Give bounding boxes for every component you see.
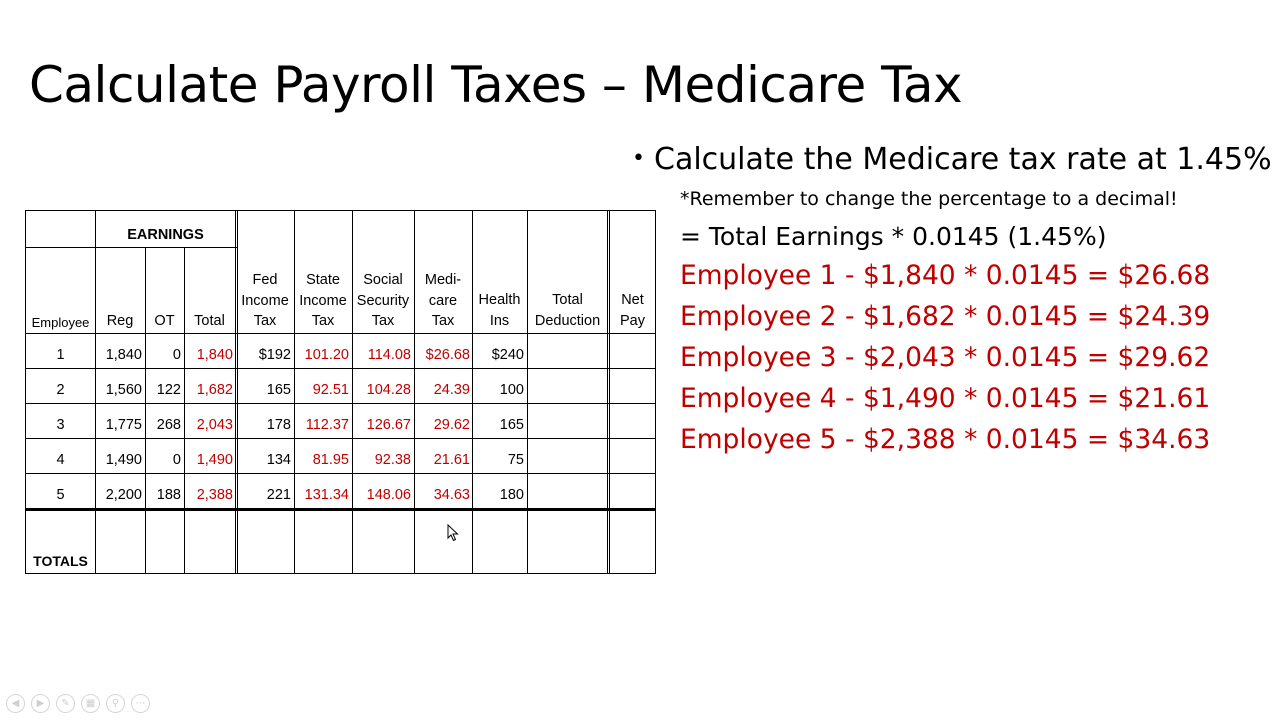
pen-icon[interactable]: ✎ — [56, 694, 75, 713]
cell-state: 81.95 — [312, 452, 349, 468]
header-line: Ins — [489, 312, 510, 329]
grid-line — [26, 438, 655, 439]
next-icon[interactable]: ▶ — [31, 694, 50, 713]
cell-total: 2,388 — [196, 487, 233, 503]
cell-reg: 2,200 — [105, 487, 142, 503]
cell-total: 1,840 — [196, 347, 233, 363]
cell-ot: 0 — [172, 452, 181, 468]
header-line: Net — [621, 292, 644, 308]
employee-calc-line: Employee 5 - $2,388 * 0.0145 = $34.63 — [680, 424, 1211, 455]
header-line: Medi- — [424, 272, 462, 288]
cell-reg: 1,490 — [105, 452, 142, 468]
grid-line — [607, 211, 610, 573]
cell-fed: 221 — [266, 487, 291, 503]
cell-social-security: 104.28 — [366, 382, 411, 398]
col-header-total-deduction — [527, 290, 608, 331]
slide-title: Calculate Payroll Taxes – Medicare Tax — [29, 56, 963, 114]
header-line: Deduction — [534, 312, 601, 329]
header-line: Tax — [371, 313, 395, 329]
employee-calc-line: Employee 4 - $1,490 * 0.0145 = $21.61 — [680, 383, 1211, 414]
more-icon[interactable]: ⋯ — [131, 694, 150, 713]
cell-fed: 165 — [266, 382, 291, 398]
header-line: Tax — [431, 313, 455, 329]
cell-health: 100 — [499, 382, 524, 398]
totals-label: TOTALS — [33, 553, 88, 569]
employee-calc-line: Employee 2 - $1,682 * 0.0145 = $24.39 — [680, 301, 1211, 332]
cell-reg: 1,560 — [105, 382, 142, 398]
cell-employee: 2 — [56, 382, 65, 398]
grid-line — [26, 333, 655, 334]
cell-health: $240 — [491, 347, 524, 363]
cell-medicare: 24.39 — [433, 382, 470, 398]
grid-line — [527, 211, 528, 573]
cell-ot: 0 — [172, 347, 181, 363]
decimal-note: *Remember to change the percentage to a decimal! — [680, 188, 1178, 210]
cell-medicare: 29.62 — [433, 417, 470, 433]
earnings-header: EARNINGS — [127, 227, 204, 243]
cell-employee: 3 — [56, 417, 65, 433]
bullet-icon: • — [632, 146, 645, 171]
cell-state: 92.51 — [312, 382, 349, 398]
cell-social-security: 126.67 — [366, 417, 411, 433]
cell-health: 75 — [507, 452, 524, 468]
prev-icon[interactable]: ◀ — [6, 694, 25, 713]
cell-total: 2,043 — [196, 417, 233, 433]
grid-line — [26, 368, 655, 369]
grid-line — [184, 247, 185, 573]
payroll-table — [25, 210, 656, 574]
cell-reg: 1,840 — [105, 347, 142, 363]
grid-line — [26, 247, 237, 248]
col-header-medicare — [414, 270, 472, 332]
bullet-text: Calculate the Medicare tax rate at 1.45% — [654, 142, 1272, 177]
cell-fed: 134 — [266, 452, 291, 468]
header-line: Total — [552, 292, 583, 308]
cell-health: 165 — [499, 417, 524, 433]
cell-state: 112.37 — [305, 417, 349, 433]
col-header-employee: Employee — [31, 315, 90, 330]
cell-state: 101.20 — [304, 347, 349, 363]
header-line: Health — [478, 292, 521, 308]
cell-total: 1,682 — [196, 382, 233, 398]
cell-fed: $192 — [258, 347, 291, 363]
cell-ot: 188 — [156, 487, 181, 503]
col-header-social-security — [352, 270, 414, 332]
cell-employee: 4 — [56, 452, 65, 468]
cell-employee: 1 — [56, 347, 65, 363]
grid-line — [145, 247, 146, 573]
cell-ot: 122 — [156, 382, 181, 398]
col-header-ot: OT — [154, 313, 175, 329]
header-line: Fed — [252, 272, 278, 288]
header-line: Security — [356, 292, 410, 309]
header-line: Social — [363, 272, 403, 288]
col-header-total: Total — [194, 313, 225, 329]
header-line: Income — [299, 292, 347, 309]
cell-medicare: 34.63 — [433, 487, 470, 503]
col-header-fed — [236, 270, 294, 332]
header-line: Tax — [253, 313, 277, 329]
slides-icon[interactable]: ▦ — [81, 694, 100, 713]
header-line: Income — [241, 292, 289, 309]
header-line: care — [428, 292, 458, 309]
header-line: Tax — [311, 313, 335, 329]
cell-total: 1,490 — [196, 452, 233, 468]
col-header-net-pay — [609, 290, 656, 331]
cell-health: 180 — [499, 487, 524, 503]
cell-fed: 178 — [266, 417, 291, 433]
cell-social-security: 148.06 — [366, 487, 411, 503]
cell-ot: 268 — [156, 417, 181, 433]
grid-line — [26, 473, 655, 474]
zoom-icon[interactable]: ⚲ — [106, 694, 125, 713]
bullet-point — [632, 142, 1272, 177]
formula-text: = Total Earnings * 0.0145 (1.45%) — [680, 222, 1107, 251]
col-header-reg: Reg — [106, 313, 134, 329]
cell-state: 131.34 — [304, 487, 349, 503]
cell-reg: 1,775 — [105, 417, 142, 433]
header-line: Pay — [620, 312, 645, 329]
grid-line — [26, 508, 655, 511]
cell-medicare: $26.68 — [425, 347, 470, 363]
grid-line — [26, 403, 655, 404]
employee-calc-line: Employee 3 - $2,043 * 0.0145 = $29.62 — [680, 342, 1211, 373]
slideshow-toolbar — [6, 694, 150, 713]
col-header-state — [294, 270, 352, 332]
employee-calc-line: Employee 1 - $1,840 * 0.0145 = $26.68 — [680, 260, 1211, 291]
cell-employee: 5 — [56, 487, 65, 503]
cell-medicare: 21.61 — [433, 452, 470, 468]
cell-social-security: 114.08 — [367, 347, 411, 363]
mouse-cursor-icon — [447, 524, 459, 542]
header-line: State — [306, 272, 340, 288]
cell-social-security: 92.38 — [374, 452, 411, 468]
col-header-health — [472, 290, 527, 331]
